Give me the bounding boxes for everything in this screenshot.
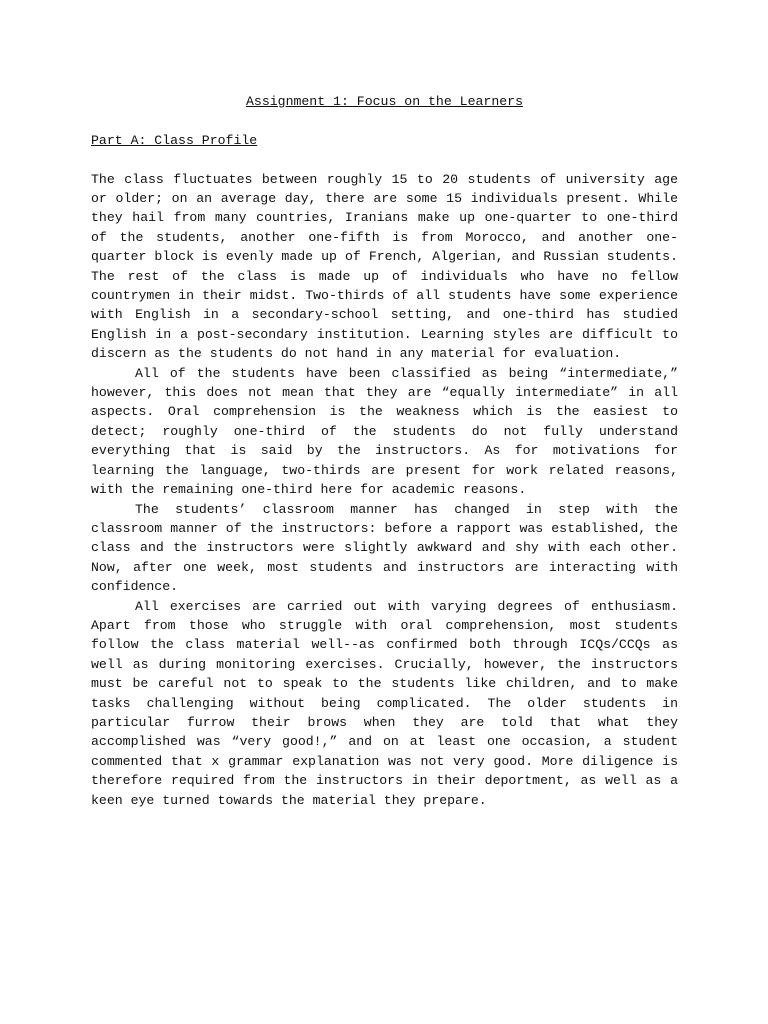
paragraph-classroom-manner: The students’ classroom manner has changed in step with the classroom manner of the instructors: before a rapport was established, the class and the instructors were slightly awkward and shy with each other. Now, after one week, most students and instructors are interacting with confidence. bbox=[91, 501, 678, 595]
document-page bbox=[91, 92, 678, 810]
document-title: Assignment 1: Focus on the Learners bbox=[246, 94, 523, 109]
paragraph-class-composition: The class fluctuates between roughly 15 to 20 students of university age or older; on an average day, there are some 15 individuals present. While they hail from many countries, Iranians make up one-quarter to one-third of the students, another one-fifth is from Morocco, and another one-quarter block is evenly made up of French, Algerian, and Russian students. The rest of the class is made up of individuals who have no fellow countrymen in their midst. Two-thirds of all students have some experience with English in a secondary-school setting, and one-third has studied English in a post-secondary institution. Learning styles are difficult to discern as the students do not hand in any material for evaluation. bbox=[91, 171, 678, 362]
section-heading: Part A: Class Profile bbox=[91, 132, 258, 148]
paragraph-exercises: All exercises are carried out with varying degrees of enthusiasm. Apart from those who struggle with oral comprehension, most students follow the class material well--as confirmed both through ICQs/CCQs as well as during monitoring exercises. Crucially, however, the instructors must be careful not to speak to the students like children, and to make tasks challenging without being complicated. The older students in particular furrow their brows when they are told that what they accomplished was “very good!,” and on at least one occasion, a student commented that x grammar explanation was not very good. More diligence is therefore required from the instructors in their deportment, as well as a keen eye turned towards the material they prepare. bbox=[91, 598, 678, 808]
paragraph-proficiency-motivation: All of the students have been classified as being “intermediate,” however, this does not mean that they are “equally intermediate” in all aspects. Oral comprehension is the weakness which is the easiest to detect; roughly one-third of the students do not fully understand everything that is said by the instructors. As for motivations for learning the language, two-thirds are present for work related reasons, with the remaining one-third here for academic reasons. bbox=[91, 365, 678, 498]
